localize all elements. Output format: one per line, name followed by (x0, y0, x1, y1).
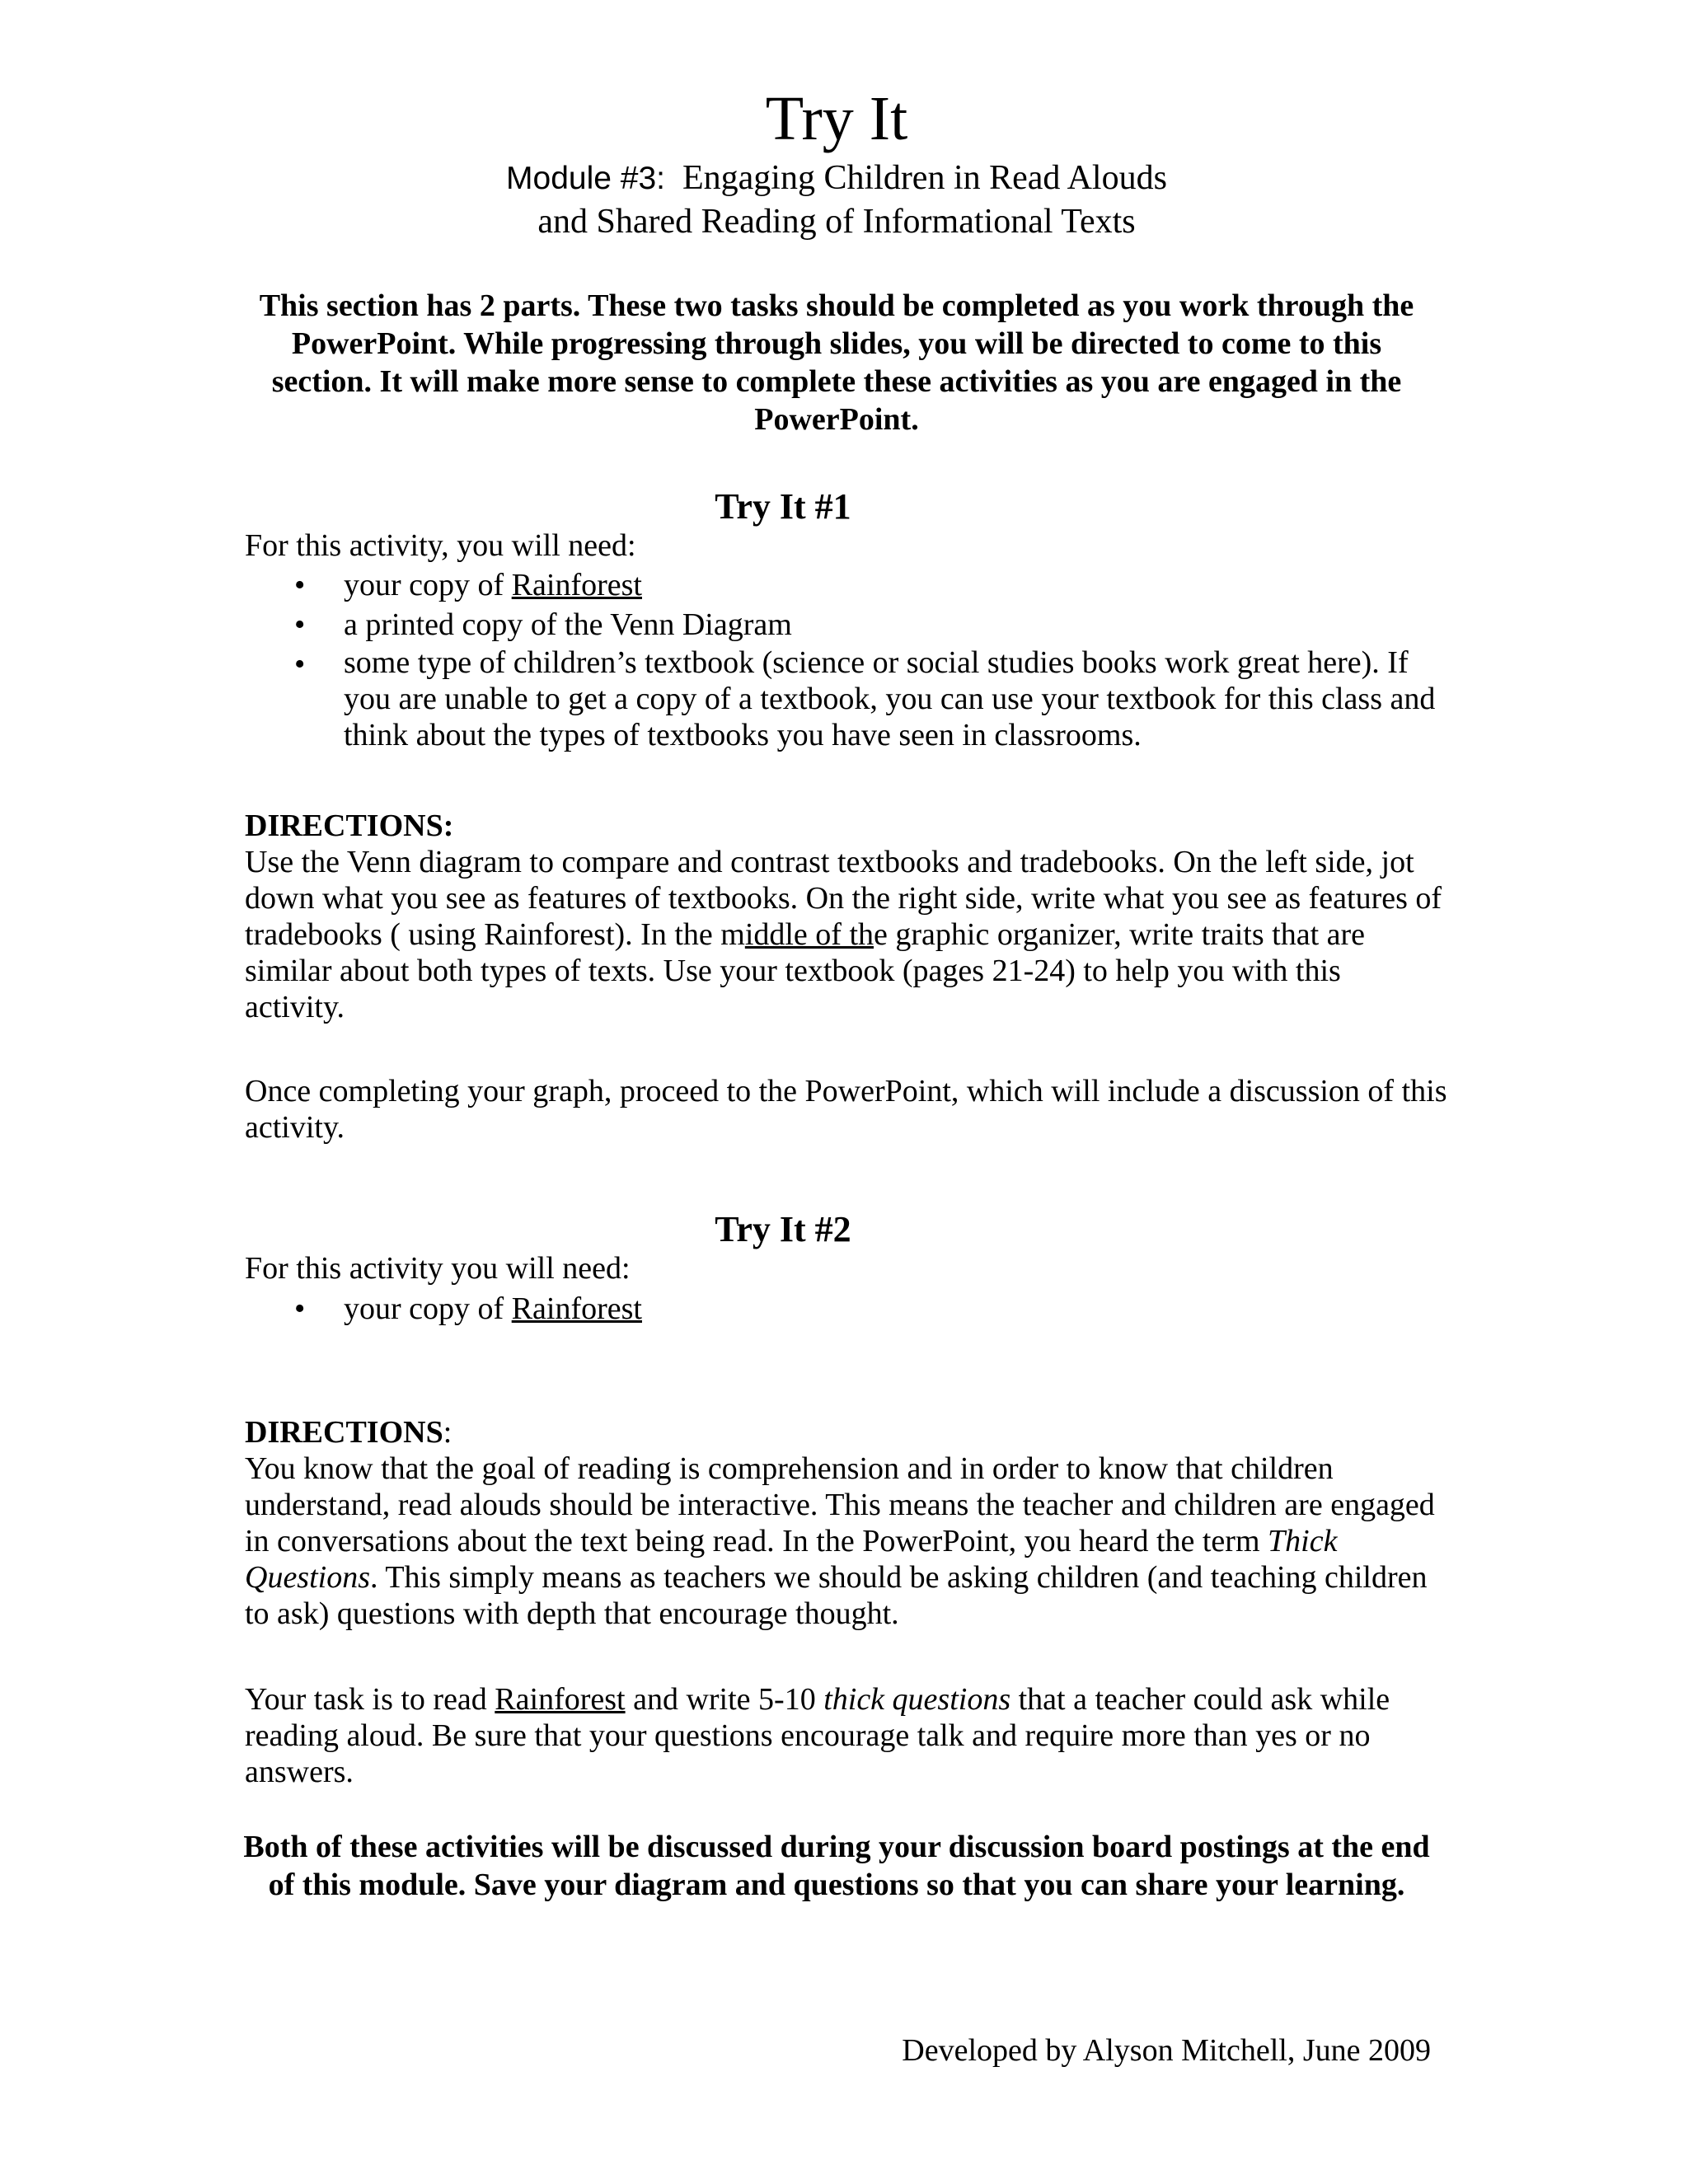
thick-questions-term: thick questions (823, 1682, 1011, 1717)
try-it-1-directions (245, 808, 1448, 1025)
task-text-part-1: Your task is to read (245, 1682, 495, 1717)
bullet-icon: • (294, 568, 306, 602)
try-it-1-heading: Try It #1 (715, 486, 851, 527)
closing-paragraph: Both of these activities will be discussed during your discussion board postings at the end of this module. Save your diagram and questions so that you can share your learning. (243, 1830, 1430, 1902)
bullet-icon: • (294, 1291, 306, 1326)
directions-text (245, 844, 1448, 1025)
try-it-1-materials-list (245, 565, 1448, 753)
try-it-2-materials-list (245, 1289, 1448, 1329)
directions-label: DIRECTIONS: (245, 808, 454, 843)
thick-questions-term: Thick Questions (245, 1524, 1338, 1595)
try-it-2-heading: Try It #2 (715, 1209, 851, 1249)
page-subtitle (0, 157, 1673, 243)
directions-text-part-1: You know that the goal of reading is comprehension and in order to know that children understand, read alouds should be interactive. This means the teacher and children are engaged in conversations about the text being read. In the PowerPoint, you heard the term (245, 1451, 1435, 1558)
item-text: your copy of (344, 568, 512, 602)
try-it-2-need-label: For this activity you will need: (245, 1251, 631, 1286)
directions-text-part-2: e graphic organizer, write traits that are similar about both types of texts. Use your textbook (pages 21-24) to help you with this activity. (245, 917, 1366, 1024)
module-number: Module #3: (506, 161, 665, 196)
try-it-2-directions (245, 1414, 1448, 1632)
list-item (245, 605, 1448, 644)
subtitle-line-2: and Shared Reading of Informational Texts (537, 203, 1136, 241)
intro-paragraph: This section has 2 parts. These two tasks should be completed as you work through the PowerPoint. While progressing through slides, you will be directed to come to this section. It will make more sense to complete these activities as you are engaged in the PowerPoint. (259, 288, 1414, 437)
task-text-part-2: and write 5-10 (625, 1682, 824, 1717)
directions-label-row (245, 1414, 1448, 1451)
list-item (245, 1289, 1448, 1329)
directions-text-part-2: . This simply means as teachers we should be asking children (and teaching children to ask) questions with depth that encourage thought. (245, 1560, 1428, 1631)
try-it-2-task (245, 1681, 1448, 1790)
page-title: Try It (765, 84, 908, 153)
list-item (245, 644, 1448, 753)
footer-credit: Developed by Alyson Mitchell, June 2009 (902, 2033, 1431, 2068)
item-text: your copy of (344, 1291, 512, 1326)
book-title-rainforest: Rainforest (511, 1291, 642, 1326)
bullet-icon: • (294, 607, 306, 642)
item-text: a printed copy of the Venn Diagram (344, 607, 792, 642)
try-it-1-followup: Once completing your graph, proceed to the PowerPoint, which will include a discussion of this activity. (245, 1074, 1447, 1145)
module-title-part-1: Engaging Children in Read Alouds (665, 159, 1167, 197)
bullet-icon: • (294, 647, 306, 682)
task-text-part-3: that a teacher could ask while reading aloud. Be sure that your questions encourage talk and require more than yes or no answers. (245, 1682, 1390, 1789)
directions-text-part-1: Use the Venn diagram to compare and contrast textbooks and tradebooks. On the left side, jot down what you see as features of textbooks. On the right side, write what you see as features of tradebooks ( using Rainforest). In the m (245, 845, 1442, 952)
try-it-1-need-label: For this activity, you will need: (245, 528, 636, 563)
directions-underlined-text: iddle of th (744, 917, 874, 952)
directions-label: DIRECTIONS (245, 1415, 443, 1450)
item-text: some type of children’s textbook (science or social studies books work great here). If you are unable to get a copy of a textbook, you can use your textbook for this class and think about the types of textbooks you have seen in classrooms. (344, 645, 1436, 752)
book-title-rainforest: Rainforest (495, 1682, 626, 1717)
directions-colon: : (443, 1415, 452, 1450)
book-title-rainforest: Rainforest (511, 568, 642, 602)
subtitle-line-1 (0, 157, 1673, 200)
directions-text (245, 1451, 1448, 1632)
list-item (245, 565, 1448, 605)
